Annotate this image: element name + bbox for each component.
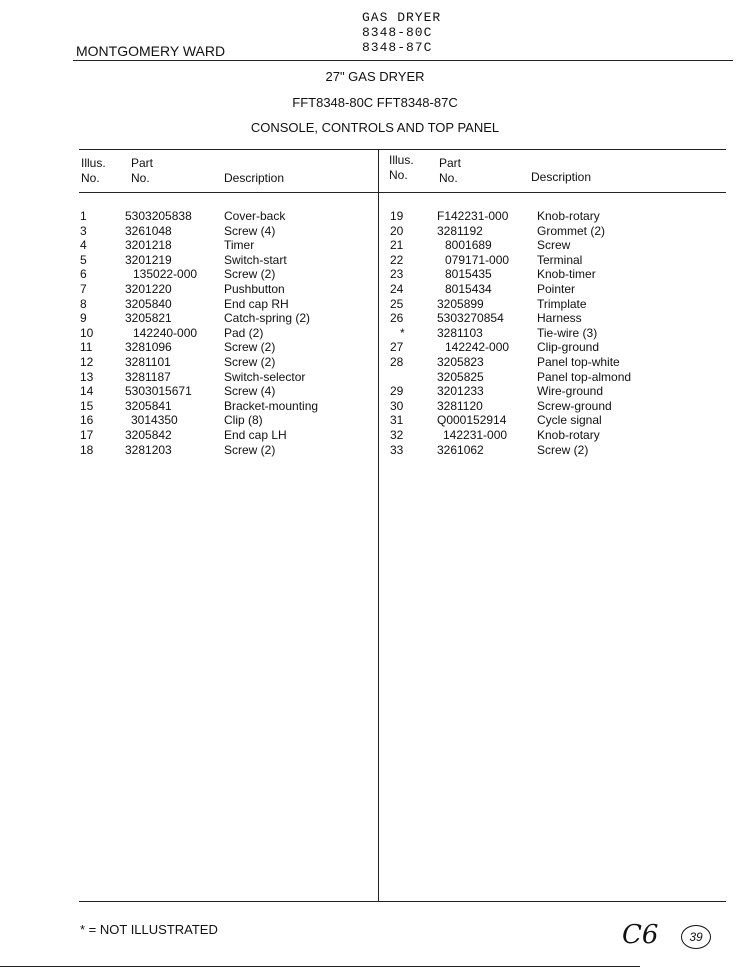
- part-no: 3205841: [125, 398, 172, 413]
- right-header-description: Description: [531, 170, 592, 184]
- illus-no: 7: [80, 281, 87, 296]
- description: Switch-start: [224, 252, 287, 267]
- description: Panel top-almond: [537, 369, 632, 384]
- header-no-label: No.: [389, 168, 408, 182]
- part-no: 3205899: [437, 296, 484, 311]
- illus-no: 18: [80, 442, 94, 457]
- illus-no: 21: [390, 238, 404, 253]
- description: Screw (2): [224, 267, 276, 282]
- table-row: [390, 443, 725, 458]
- illus-no: 13: [80, 369, 94, 384]
- part-no: 3281101: [125, 354, 171, 369]
- description: Timer: [224, 238, 255, 253]
- part-no: 3205842: [125, 427, 172, 442]
- description: Screw (4): [224, 223, 276, 238]
- part-no: 5303015671: [125, 384, 192, 399]
- table-row: [390, 413, 725, 428]
- illus-no: 19: [390, 209, 404, 223]
- table-row: [80, 224, 375, 239]
- table-header-rule: [79, 192, 726, 193]
- header-illus-label: Illus.: [389, 153, 414, 167]
- table-row: [390, 282, 725, 297]
- illus-no: 23: [390, 267, 404, 282]
- part-no: 3281120: [437, 398, 483, 413]
- part-no: 079171-000: [445, 252, 510, 267]
- description: Screw (2): [537, 442, 589, 457]
- table-row: [80, 370, 375, 385]
- illus-no: 27: [390, 340, 404, 355]
- header-no-label: No.: [81, 171, 100, 185]
- table-row: [390, 224, 725, 239]
- description: End cap RH: [224, 296, 289, 311]
- description: Screw (2): [224, 442, 276, 457]
- illus-no: 9: [80, 311, 87, 326]
- description: Panel top-white: [537, 354, 620, 369]
- header-illus-label: Illus.: [81, 156, 106, 170]
- illus-no: 28: [390, 354, 404, 369]
- brand-name: MONTGOMERY WARD: [76, 43, 226, 59]
- table-row: [80, 326, 375, 341]
- left-header-illus: [81, 156, 106, 186]
- description: Clip-ground: [537, 340, 600, 355]
- illus-no: 12: [80, 354, 94, 369]
- illus-no: 24: [390, 281, 404, 296]
- illus-no: 11: [80, 340, 93, 355]
- part-no: 3281103: [437, 325, 483, 340]
- part-no: 142231-000: [443, 427, 508, 442]
- table-top-rule: [79, 149, 726, 150]
- right-parts-list: [390, 209, 725, 457]
- illus-no: *: [400, 325, 405, 340]
- part-no: 3014350: [131, 413, 178, 428]
- table-row: [390, 297, 725, 312]
- table-row: [80, 238, 375, 253]
- description: Clip (8): [224, 413, 263, 428]
- header-part-label: Part: [131, 156, 154, 170]
- title-line-2: FFT8348-80C FFT8348-87C: [292, 95, 458, 110]
- table-row: [80, 267, 375, 282]
- table-row: [390, 370, 725, 385]
- description: Screw: [537, 238, 571, 253]
- part-no: 3201219: [125, 252, 172, 267]
- circled-page-number: 39: [681, 925, 711, 949]
- illus-no: 26: [390, 311, 404, 326]
- description: Screw (2): [224, 340, 276, 355]
- part-no: 8001689: [445, 238, 492, 253]
- table-row: [80, 355, 375, 370]
- model-code-1: 8348-80C: [362, 25, 433, 40]
- part-no: F142231-000: [437, 209, 509, 223]
- table-row: [390, 399, 725, 414]
- part-no: 3281187: [125, 369, 171, 384]
- table-row: [390, 253, 725, 268]
- table-row: [390, 384, 725, 399]
- illus-no: 17: [80, 427, 94, 442]
- table-row: [80, 297, 375, 312]
- illus-no: 15: [80, 398, 94, 413]
- part-no: Q000152914: [437, 413, 507, 428]
- part-no: 3281192: [437, 223, 483, 238]
- description: Screw-ground: [537, 398, 612, 413]
- part-no: 3261062: [437, 442, 484, 457]
- illus-no: 30: [390, 398, 404, 413]
- illus-no: 3: [80, 223, 87, 238]
- part-no: 3281096: [125, 340, 172, 355]
- part-no: 5303270854: [437, 311, 504, 326]
- header-part-label: Part: [439, 156, 462, 170]
- left-parts-list: [80, 209, 375, 457]
- table-row: [80, 209, 375, 224]
- illus-no: 33: [390, 442, 404, 457]
- table-bottom-rule: [79, 901, 726, 902]
- illus-no: 14: [80, 384, 94, 399]
- description: Knob-rotary: [537, 427, 600, 442]
- description: Tie-wire (3): [537, 325, 598, 340]
- left-header-part: [131, 156, 153, 186]
- illus-no: 29: [390, 384, 404, 399]
- table-row: [390, 238, 725, 253]
- part-no: 3261048: [125, 223, 172, 238]
- description: End cap LH: [224, 427, 287, 442]
- not-illustrated-note: * = NOT ILLUSTRATED: [80, 922, 218, 937]
- header-part-no-label: No.: [439, 171, 458, 185]
- part-no: 8015434: [445, 281, 492, 296]
- table-row: [80, 311, 375, 326]
- illus-no: 6: [80, 267, 87, 282]
- header-rule: [73, 60, 733, 61]
- table-row: [390, 311, 725, 326]
- left-header-description: Description: [224, 171, 285, 185]
- right-header-illus: [389, 153, 414, 183]
- table-row: [390, 326, 725, 341]
- part-no: 5303205838: [125, 209, 192, 223]
- description: Cover-back: [224, 209, 286, 223]
- illus-no: 8: [80, 296, 87, 311]
- description: Pointer: [537, 281, 576, 296]
- table-row: [390, 428, 725, 443]
- table-row: [390, 340, 725, 355]
- table-row: [80, 340, 375, 355]
- description: Wire-ground: [537, 384, 604, 399]
- description: Cycle signal: [537, 413, 602, 428]
- table-row: [80, 282, 375, 297]
- code-title: GAS DRYER: [362, 10, 442, 25]
- description: Screw (2): [224, 354, 276, 369]
- description: Bracket-mounting: [224, 398, 319, 413]
- table-row: [80, 413, 375, 428]
- table-row: [390, 267, 725, 282]
- illus-no: 22: [390, 252, 404, 267]
- part-no: 3205825: [437, 369, 484, 384]
- part-no: 3205821: [125, 311, 172, 326]
- illus-no: 4: [80, 238, 87, 253]
- part-no: 3281203: [125, 442, 172, 457]
- description: Terminal: [537, 252, 583, 267]
- part-no: 3201233: [437, 384, 484, 399]
- illus-no: 16: [80, 413, 94, 428]
- title-line-3: CONSOLE, CONTROLS AND TOP PANEL: [250, 120, 500, 135]
- title-line-1: 27" GAS DRYER: [325, 69, 425, 84]
- table-row: [80, 253, 375, 268]
- description: Pad (2): [224, 325, 264, 340]
- part-no: 3205840: [125, 296, 172, 311]
- description: Switch-selector: [224, 369, 306, 384]
- illus-no: 10: [80, 325, 94, 340]
- header-part-no-label: No.: [131, 171, 150, 185]
- table-row: [80, 384, 375, 399]
- description: Screw (4): [224, 384, 276, 399]
- part-no: 3201218: [125, 238, 172, 253]
- right-header-part: [439, 156, 461, 186]
- table-row: [390, 355, 725, 370]
- illus-no: 32: [390, 427, 404, 442]
- illus-no: 5: [80, 252, 87, 267]
- part-no: 8015435: [445, 267, 492, 282]
- footer-rule: [0, 966, 640, 967]
- part-no: 3201220: [125, 281, 172, 296]
- part-no: 142242-000: [445, 340, 510, 355]
- part-no: 142240-000: [133, 325, 198, 340]
- part-no: 3205823: [437, 354, 484, 369]
- part-no: 135022-000: [133, 267, 198, 282]
- handwritten-mark: C6: [622, 920, 659, 950]
- description: Catch-spring (2): [224, 311, 311, 326]
- table-row: [390, 209, 725, 224]
- model-code-2: 8348-87C: [362, 40, 433, 55]
- description: Knob-timer: [537, 267, 596, 282]
- table-row: [80, 443, 375, 458]
- illus-no: 31: [390, 413, 404, 428]
- illus-no: 25: [390, 296, 404, 311]
- description: Trimplate: [537, 296, 587, 311]
- description: Pushbutton: [224, 281, 285, 296]
- description: Grommet (2): [537, 223, 606, 238]
- column-divider: [378, 150, 379, 902]
- illus-no: 20: [390, 223, 404, 238]
- table-row: [80, 399, 375, 414]
- illus-no: 1: [80, 209, 87, 223]
- description: Harness: [537, 311, 582, 326]
- table-row: [80, 428, 375, 443]
- description: Knob-rotary: [537, 209, 600, 223]
